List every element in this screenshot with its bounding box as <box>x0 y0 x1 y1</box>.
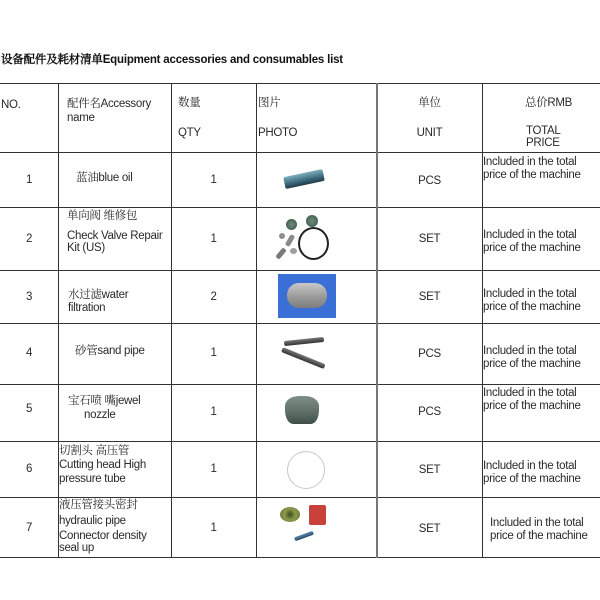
row3-name-line1: 水过滤water <box>68 289 129 301</box>
col-divider <box>171 83 172 558</box>
header-price-en-line2: PRICE <box>526 137 560 149</box>
document-title: 设备配件及耗材清单Equipment accessories and consumables list <box>1 54 343 66</box>
row2-price-line1: Included in the total <box>483 229 577 241</box>
row3-qty: 2 <box>210 291 217 303</box>
header-price-en-line1: TOTAL <box>526 125 561 137</box>
sand-pipe-photo <box>282 333 332 369</box>
row6-no: 6 <box>25 463 33 475</box>
row4-unit: PCS <box>418 348 441 360</box>
row-divider <box>0 207 600 208</box>
row2-name-line1: 单向阀 维修包 <box>67 210 138 222</box>
header-unit-en: UNIT <box>416 127 443 139</box>
col-divider <box>376 83 378 558</box>
header-photo-cn: 图片 <box>258 97 281 109</box>
row2-price-line2: price of the machine <box>483 242 581 254</box>
header-photo-en: PHOTO <box>258 127 298 139</box>
col-divider <box>482 83 483 558</box>
row4-price-line2: price of the machine <box>483 358 581 370</box>
row3-name-line2: filtration <box>68 302 106 314</box>
row1-no: 1 <box>25 174 33 186</box>
header-unit-cn: 单位 <box>418 97 441 109</box>
row6-unit: SET <box>418 464 441 476</box>
row2-qty: 1 <box>210 233 217 245</box>
row6-price-line1: Included in the total <box>483 460 577 472</box>
row2-name-line2: Check Valve Repair <box>67 230 163 242</box>
row-divider <box>0 441 600 442</box>
row1-qty: 1 <box>210 174 217 186</box>
row5-price-line2: price of the machine <box>483 400 581 412</box>
row1-unit: PCS <box>418 175 441 187</box>
row7-name-line2: hydraulic pipe <box>59 515 126 527</box>
row7-name-line3: Connector density <box>59 530 147 542</box>
row4-no: 4 <box>25 347 33 359</box>
col-divider <box>58 83 59 558</box>
table-bottom-border <box>0 557 600 558</box>
row7-price-line1: Included in the total <box>490 517 584 529</box>
row7-name-line4: seal up <box>59 542 94 554</box>
hydraulic-connector-seal-photo <box>278 503 338 551</box>
header-qty-cn: 数量 <box>178 97 201 109</box>
row3-price-line1: Included in the total <box>483 288 577 300</box>
high-pressure-tube-photo <box>287 451 325 489</box>
row5-name-line1: 宝石喷 嘴jewel <box>68 395 141 407</box>
row2-no: 2 <box>25 233 33 245</box>
row7-unit: SET <box>418 523 441 535</box>
row7-name-line1: 液压管接头密封 <box>59 499 138 511</box>
row6-price-line2: price of the machine <box>483 473 581 485</box>
water-filter-photo <box>278 274 336 318</box>
row4-qty: 1 <box>210 347 217 359</box>
accessories-table <box>0 83 600 558</box>
row5-qty: 1 <box>210 406 217 418</box>
row5-name-line2: nozzle <box>84 409 116 421</box>
row6-name-line2: Cutting head High <box>59 459 146 471</box>
header-no: NO. <box>1 99 21 111</box>
row2-unit: SET <box>418 233 441 245</box>
row1-price-line2: price of the machine <box>483 169 581 181</box>
table-top-border <box>0 83 600 84</box>
blue-oil-photo <box>283 169 325 189</box>
row5-price-line1: Included in the total <box>483 387 577 399</box>
row3-price-line2: price of the machine <box>483 301 581 313</box>
row6-qty: 1 <box>210 463 217 475</box>
row-divider <box>0 497 600 498</box>
check-valve-repair-kit-photo <box>276 213 336 265</box>
row3-unit: SET <box>418 291 441 303</box>
row7-price-line2: price of the machine <box>490 530 588 542</box>
row-divider <box>0 384 600 385</box>
row5-no: 5 <box>25 403 33 415</box>
row-divider <box>0 152 600 153</box>
header-name-line2: name <box>67 112 95 124</box>
header-price-cn: 总价RMB <box>525 97 573 109</box>
header-qty-en: QTY <box>178 127 201 139</box>
row1-name: 蓝油blue oil <box>76 172 133 184</box>
row4-name: 砂管sand pipe <box>75 345 145 357</box>
row-divider <box>0 323 600 324</box>
row2-name-line3: Kit (US) <box>67 242 105 254</box>
row1-price-line1: Included in the total <box>483 156 577 168</box>
row7-qty: 1 <box>210 522 217 534</box>
jewel-nozzle-photo <box>285 396 319 424</box>
row5-unit: PCS <box>418 406 441 418</box>
header-name-line1: 配件名Accessory <box>67 98 151 110</box>
row6-name-line1: 切割头 高压管 <box>59 445 130 457</box>
col-divider <box>256 83 257 558</box>
row3-no: 3 <box>25 291 33 303</box>
row6-name-line3: pressure tube <box>59 473 126 485</box>
row7-no: 7 <box>25 522 33 534</box>
row4-price-line1: Included in the total <box>483 345 577 357</box>
row-divider <box>0 270 600 271</box>
